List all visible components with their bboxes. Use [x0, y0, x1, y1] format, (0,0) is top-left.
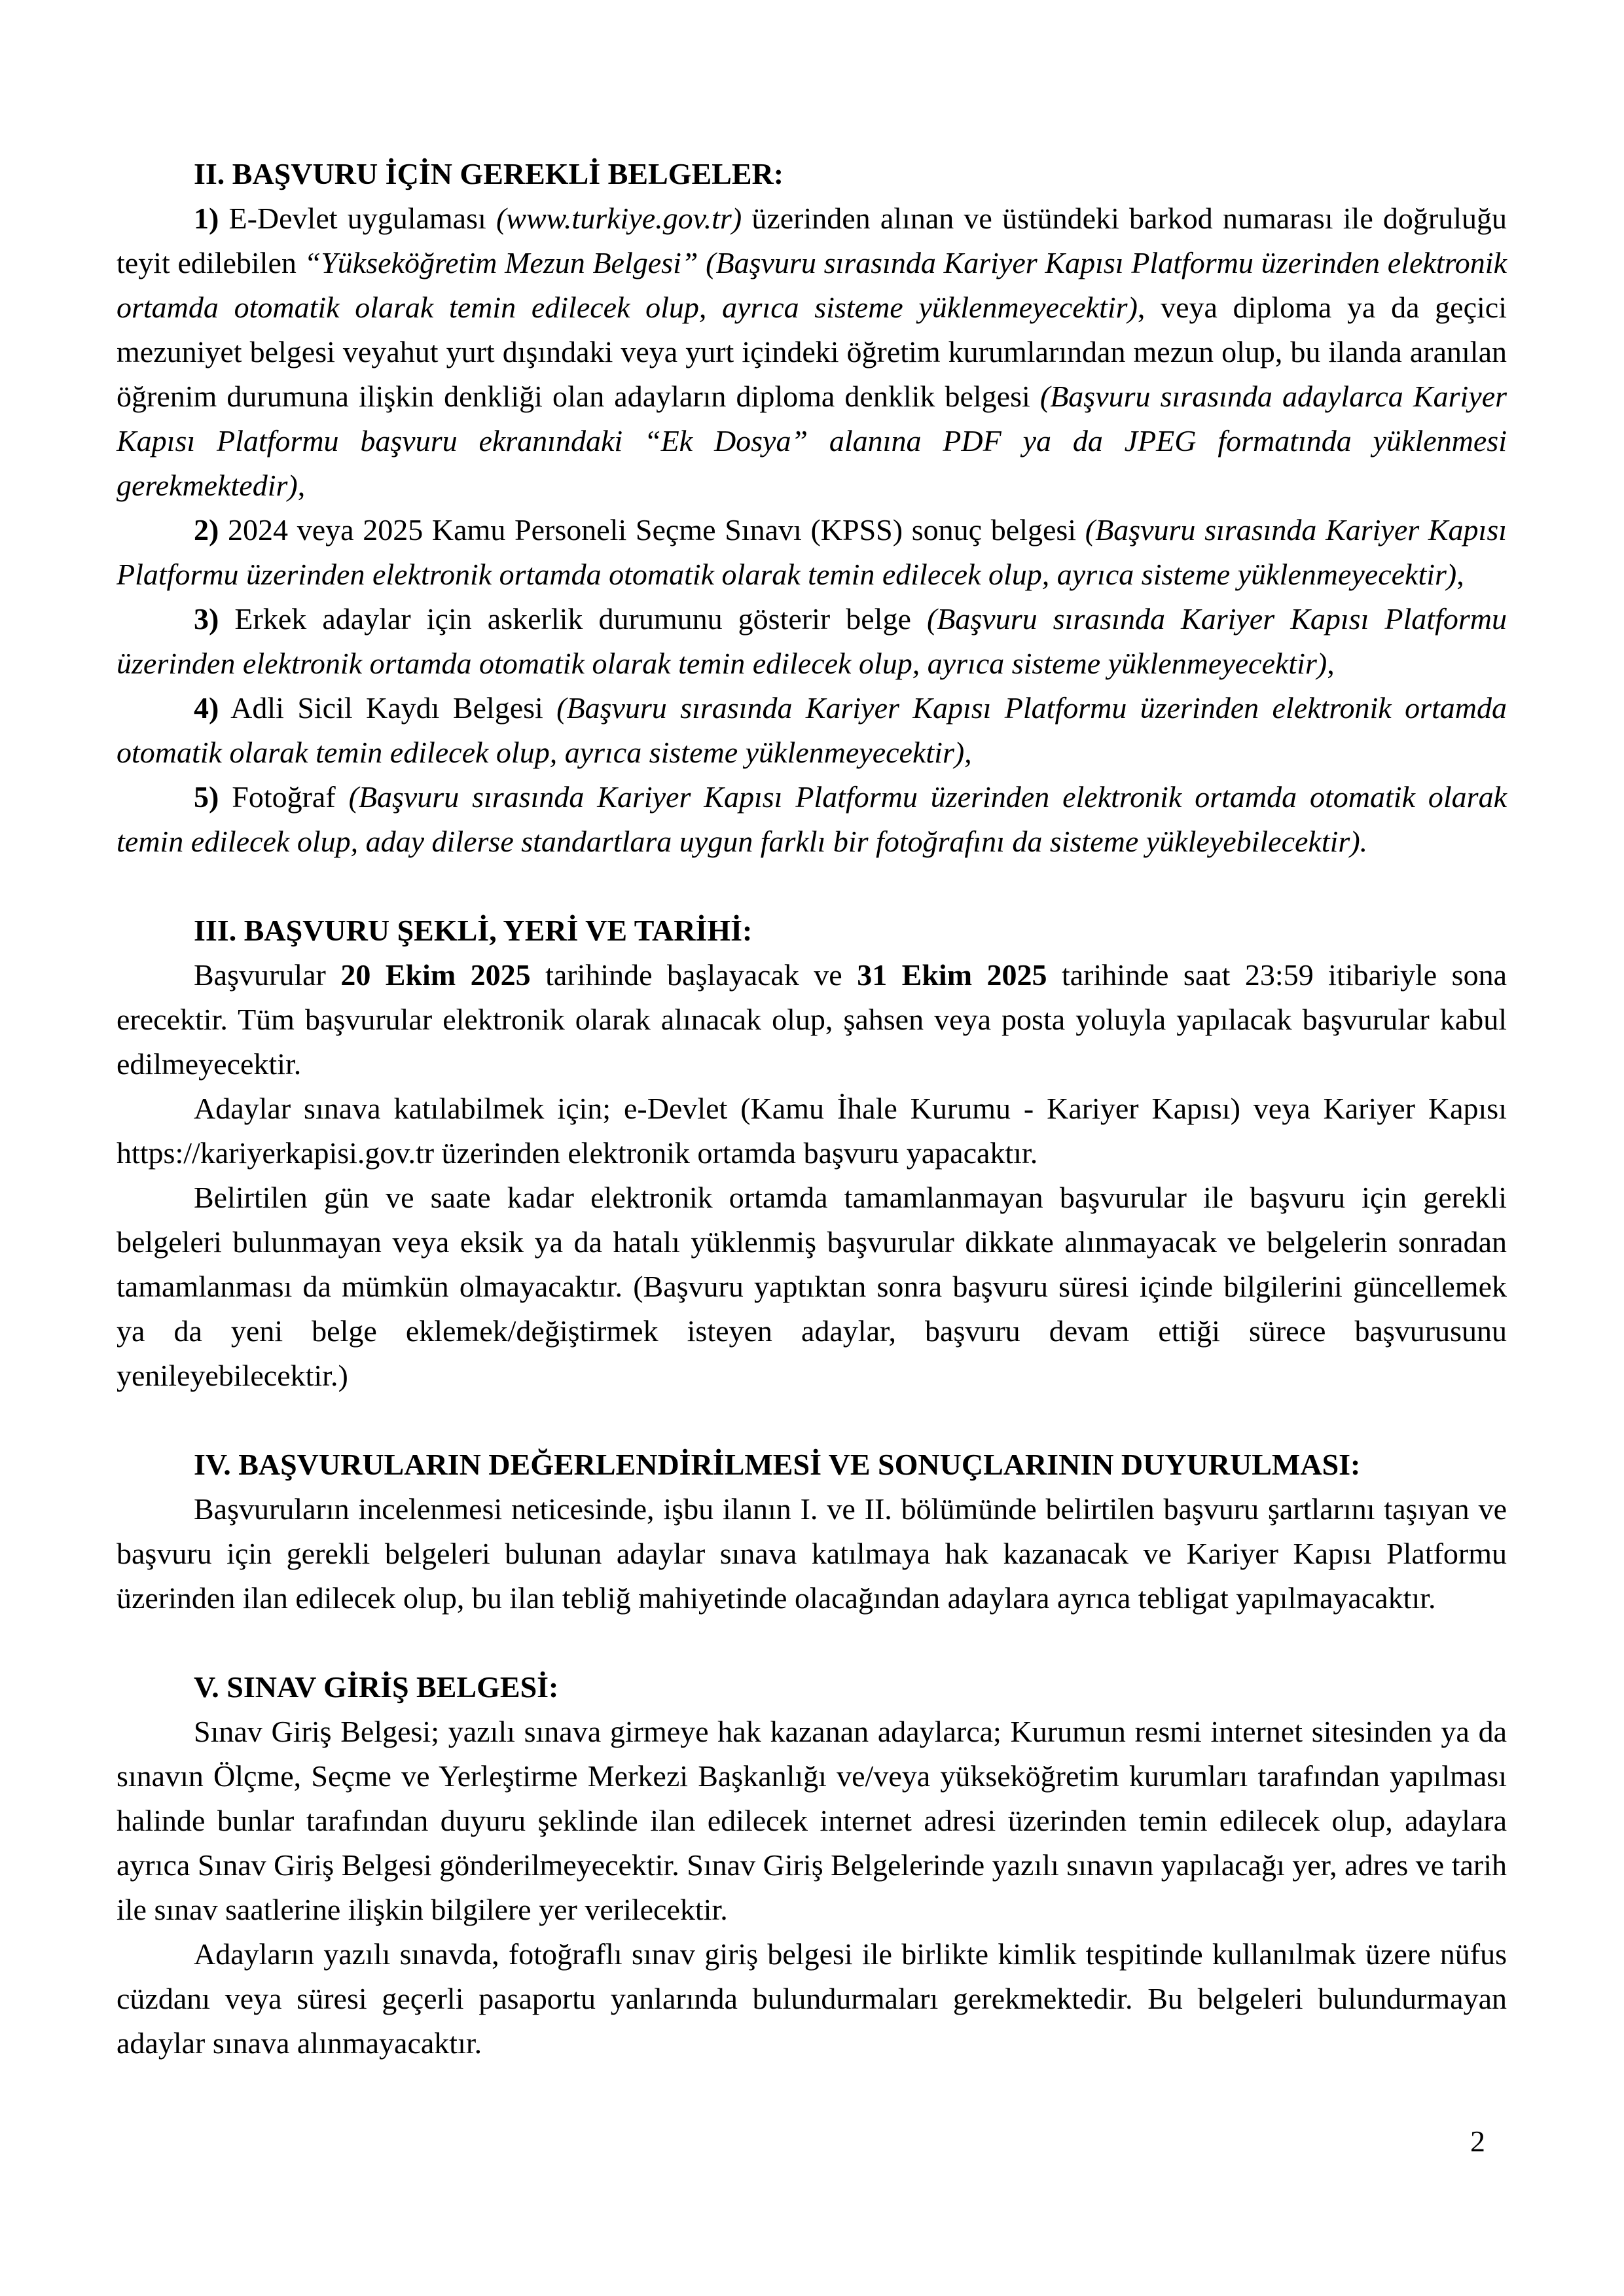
- list-item-document-1: [117, 196, 1507, 508]
- section-heading-application-method: III. BAŞVURU ŞEKLİ, YERİ VE TARİHİ:: [194, 914, 753, 947]
- incomplete-application-paragraph: Belirtilen gün ve saate kadar elektronik ortamda tamamlanmayan başvurular ile başvuru için gerekli belgeleri bulunmayan veya eksik ya da hatalı yüklenmiş başvurular dikkate alınmayacak ve belgelerin sonradan tamamlanması da mümkün olmayacaktır. (Başvuru yaptıktan sonra başvuru süresi içinde bilgilerini güncellemek ya da yeni belge eklemek/değiştirmek isteyen adaylar, başvuru devam ettiği sürece başvurusunu yenileyebilecektir.): [117, 1181, 1507, 1392]
- paragraph-text: Başvurular: [194, 958, 341, 992]
- item-text: Fotoğraf: [219, 780, 349, 814]
- item-note: (Başvuru sırasında adaylarca Kariyer Kapısı Platformu başvuru ekranındaki “Ek Dosya” alanına PDF ya da JPEG formatında yüklenmesi gerekmektedir): [117, 380, 1507, 502]
- section-spacer: [117, 1398, 1507, 1443]
- paragraph-text: tarihinde başlayacak ve: [530, 958, 857, 992]
- item-number: 4): [194, 691, 219, 725]
- item-note: (Başvuru sırasında Kariyer Kapısı Platformu üzerinden elektronik ortamda otomatik olarak temin edilecek olup, ayrıca sisteme yüklenmeyecektir),: [117, 691, 1507, 769]
- section-heading-exam-entry-document: V. SINAV GİRİŞ BELGESİ:: [194, 1670, 559, 1704]
- start-date: 20 Ekim 2025: [340, 958, 531, 992]
- item-text: Adli Sicil Kaydı Belgesi: [219, 691, 557, 725]
- item-url: (www.turkiye.gov.tr): [496, 202, 742, 235]
- item-number: 5): [194, 780, 219, 814]
- list-item-document-4: [117, 686, 1507, 775]
- application-channel-paragraph: Adaylar sınava katılabilmek için; e-Devlet (Kamu İhale Kurumu - Kariyer Kapısı) veya Kariyer Kapısı https://kariyerkapisi.gov.tr üzerinden elektronik ortamda başvuru yapacaktır.: [117, 1092, 1507, 1170]
- item-number: 3): [194, 602, 219, 636]
- end-date: 31 Ekim 2025: [857, 958, 1047, 992]
- item-text: 2024 veya 2025 Kamu Personeli Seçme Sınavı (KPSS) sonuç belgesi: [219, 513, 1085, 547]
- item-note: (Başvuru sırasında Kariyer Kapısı Platformu üzerinden elektronik ortamda otomatik olarak temin edilecek olup, aday dilerse standartlara uygun farklı bir fotoğrafını da sisteme yükleyebilecektir).: [117, 780, 1507, 858]
- item-text: , veya diploma ya da geçici mezuniyet belgesi veyahut yurt dışındaki veya yurt içindeki öğretim kurumlarından mezun olup, bu ilanda aranılan öğrenim durumuna ilişkin denkliği olan adayların diploma denklik belgesi: [117, 291, 1507, 413]
- item-number: 1): [194, 202, 219, 235]
- list-item-document-2: [117, 508, 1507, 597]
- section-heading-required-documents: II. BAŞVURU İÇİN GEREKLİ BELGELER:: [194, 157, 784, 190]
- section-spacer: [117, 864, 1507, 908]
- paragraph-text: tarihinde saat 23:59 itibariyle sona erecektir. Tüm başvurular elektronik olarak alınacak olup, şahsen veya posta yoluyla yapılacak başvurular kabul edilmeyecektir.: [117, 958, 1507, 1081]
- item-text: ,: [1327, 647, 1335, 680]
- item-text: ,: [1456, 558, 1464, 591]
- item-number: 2): [194, 513, 219, 547]
- item-text: üzerinden alınan ve üstündeki barkod numarası ile doğruluğu teyit edilebilen: [117, 202, 1507, 279]
- document-page: [117, 152, 1507, 2066]
- item-text: E-Devlet uygulaması: [219, 202, 496, 235]
- page-number: 2: [1470, 2125, 1485, 2158]
- item-note: “Yükseköğretim Mezun Belgesi” (Başvuru sırasında Kariyer Kapısı Platformu üzerinden elektronik ortamda otomatik olarak temin edilecek olup, ayrıca sisteme yüklenmeyecektir): [117, 246, 1507, 324]
- list-item-document-3: [117, 597, 1507, 686]
- item-note: (Başvuru sırasında Kariyer Kapısı Platformu üzerinden elektronik ortamda otomatik olarak temin edilecek olup, ayrıca sisteme yüklenmeyecektir): [117, 513, 1507, 591]
- section-heading-evaluation: IV. BAŞVURULARIN DEĞERLENDİRİLMESİ VE SONUÇLARININ DUYURULMASI:: [194, 1448, 1361, 1481]
- evaluation-paragraph: Başvuruların incelenmesi neticesinde, işbu ilanın I. ve II. bölümünde belirtilen başvuru şartlarını taşıyan ve başvuru için gerekli belgeleri bulunan adaylar sınava katılmaya hak kazanacak ve Kariyer Kapısı Platformu üzerinden ilan edilecek olup, bu ilan tebliğ mahiyetinde olacağından adaylara ayrıca tebligat yapılmayacaktır.: [117, 1492, 1507, 1615]
- item-text: Erkek adaylar için askerlik durumunu gösterir belge: [219, 602, 927, 636]
- exam-entry-paragraph: Sınav Giriş Belgesi; yazılı sınava girmeye hak kazanan adaylarca; Kurumun resmi internet sitesinden ya da sınavın Ölçme, Seçme ve Yerleştirme Merkezi Başkanlığı ve/veya yükseköğretim kurumları tarafından yapılması halinde bunlar tarafından duyuru şeklinde ilan edilecek internet adresi üzerinden temin edilecek olup, adaylara ayrıca Sınav Giriş Belgesi gönderilmeyecektir. Sınav Giriş Belgelerinde yazılı sınavın yapılacağı yer, adres ve tarih ile sınav saatlerine ilişkin bilgilere yer verilecektir.: [117, 1715, 1507, 1926]
- item-note: (Başvuru sırasında Kariyer Kapısı Platformu üzerinden elektronik ortamda otomatik olarak temin edilecek olup, ayrıca sisteme yüklenmeyecektir): [117, 602, 1507, 680]
- item-text: ,: [297, 469, 306, 502]
- identity-requirement-paragraph: Adayların yazılı sınavda, fotoğraflı sınav giriş belgesi ile birlikte kimlik tespitinde kullanılmak üzere nüfus cüzdanı veya süresi geçerli pasaportu yanlarında bulundurmaları gerekmektedir. Bu belgeleri bulundurmayan adaylar sınava alınmayacaktır.: [117, 1937, 1507, 2060]
- list-item-document-5: [117, 775, 1507, 864]
- section-spacer: [117, 1621, 1507, 1665]
- application-dates-paragraph: [117, 953, 1507, 1086]
